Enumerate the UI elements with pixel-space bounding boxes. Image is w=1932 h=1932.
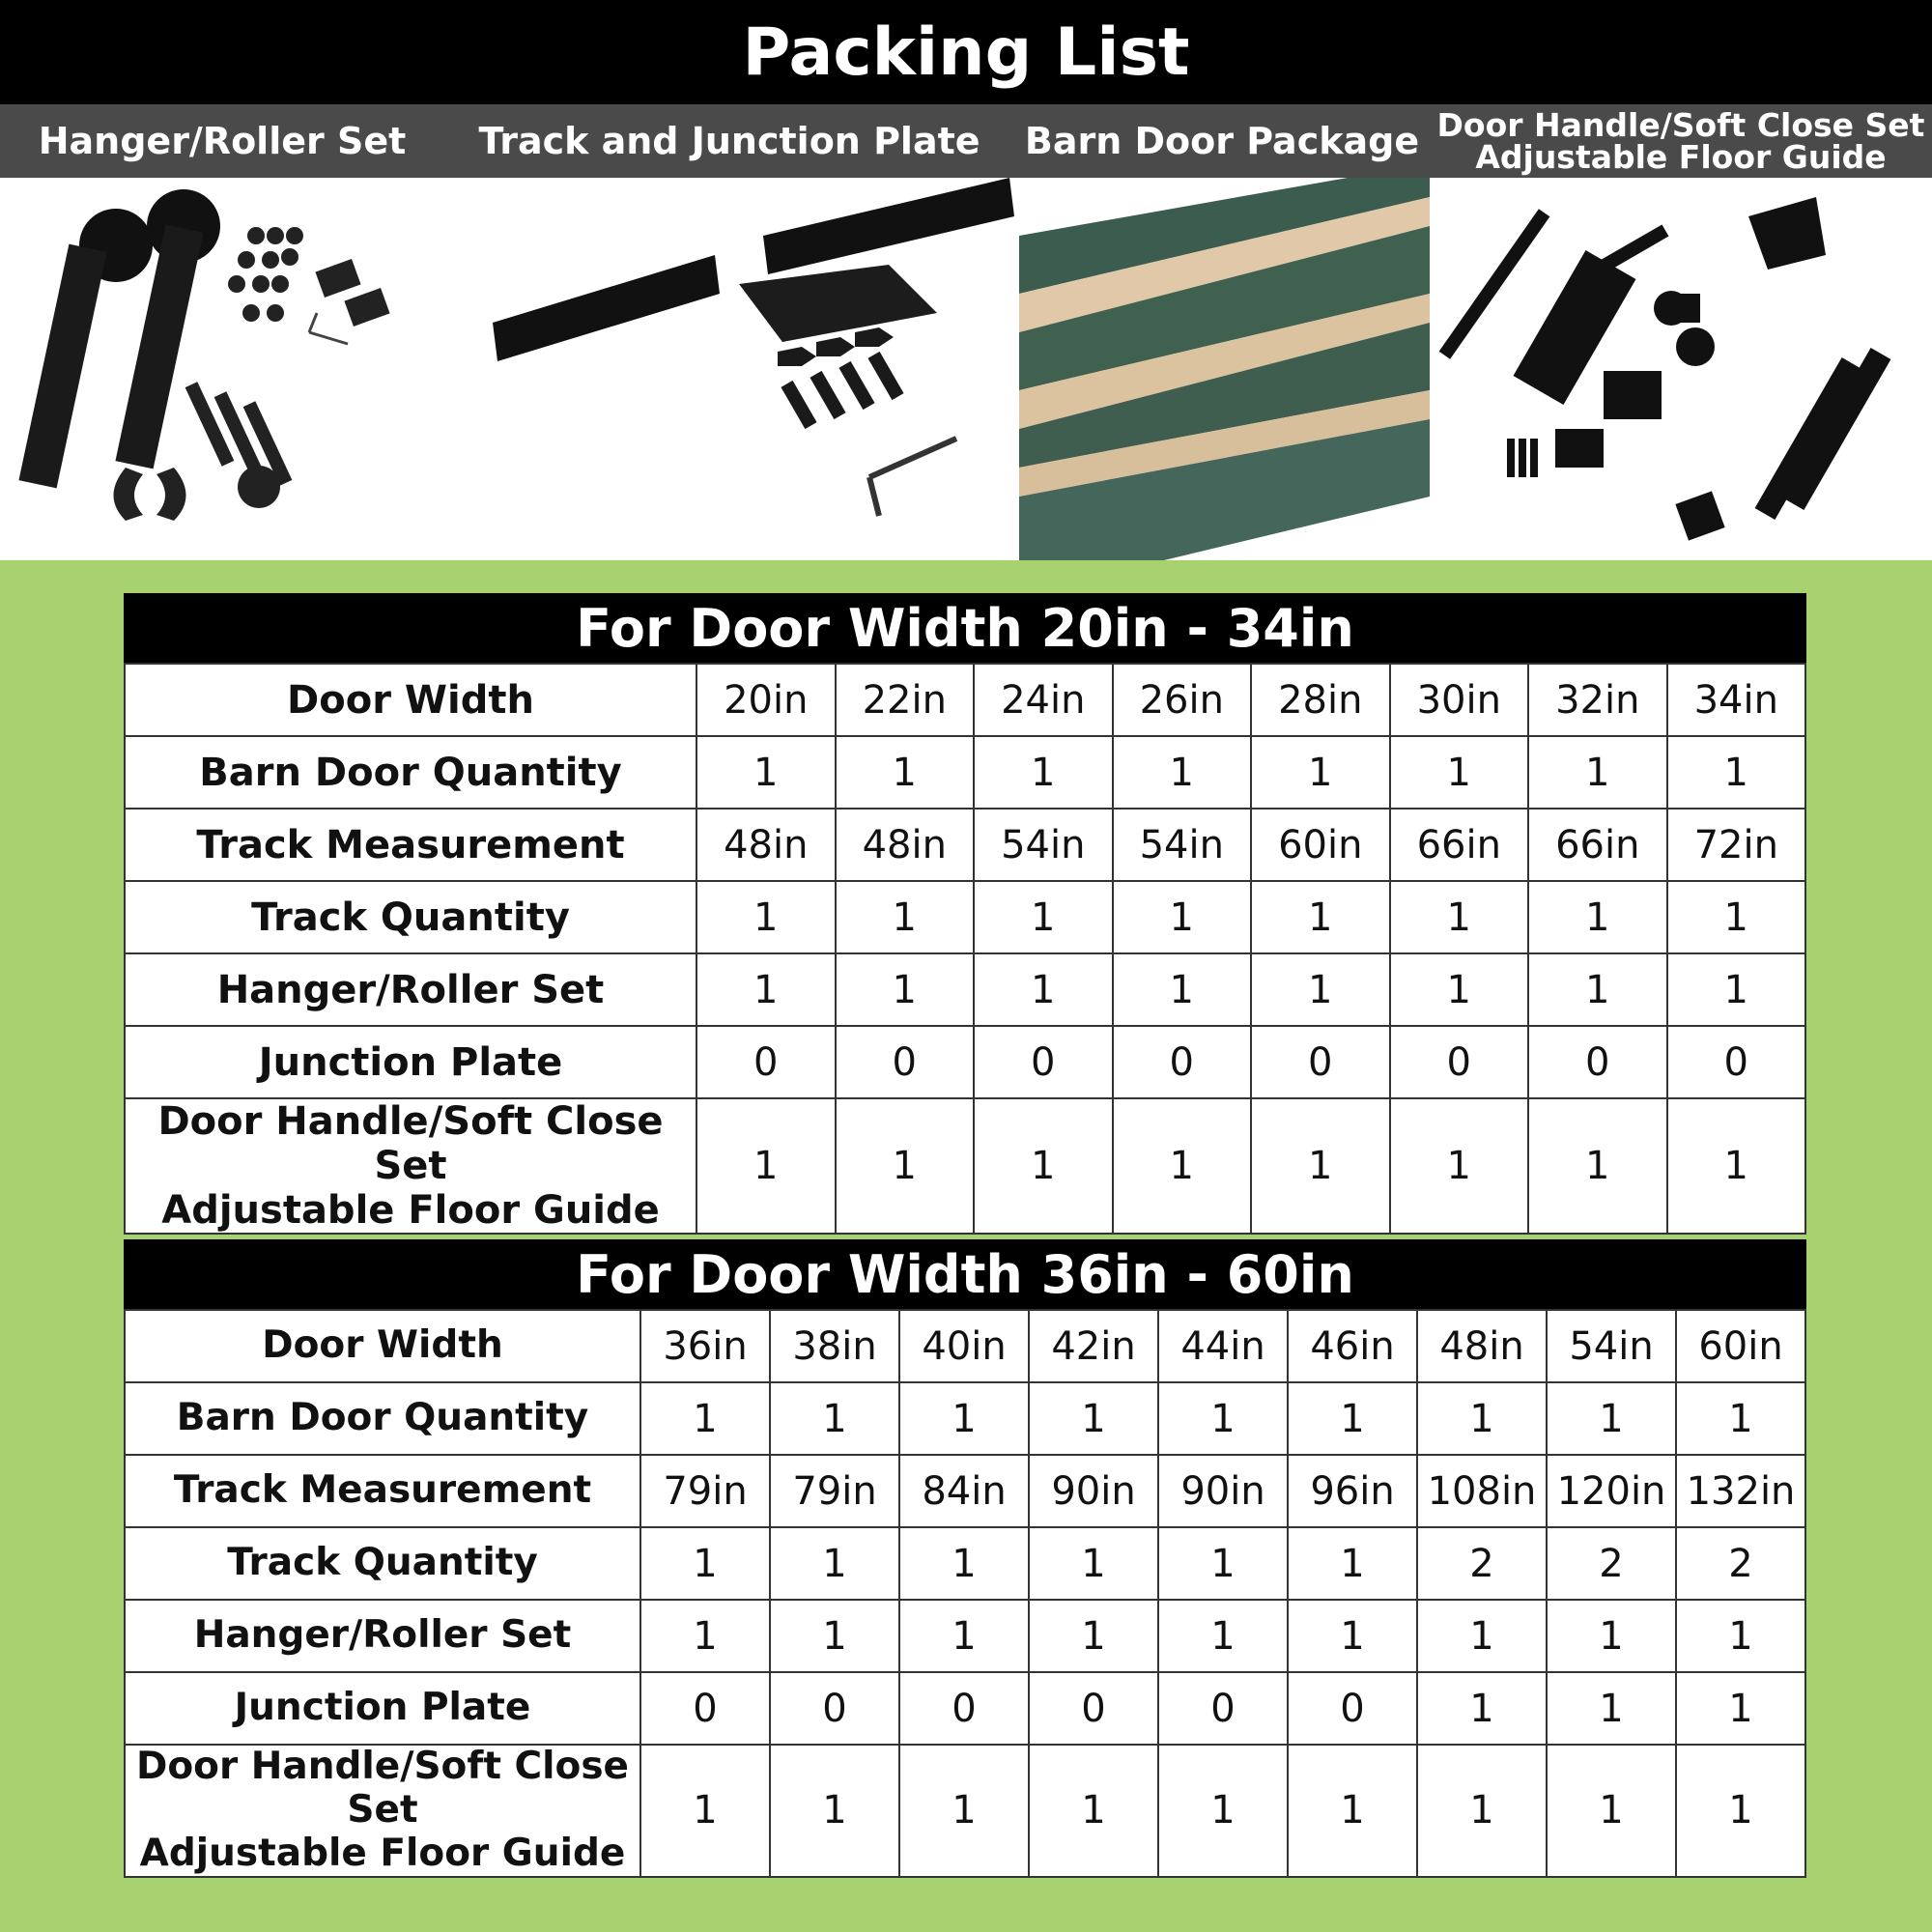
table-cell: 132in <box>1676 1455 1805 1527</box>
table-row <box>125 1382 1805 1455</box>
table-cell: 0 <box>770 1672 899 1745</box>
table-cell: 42in <box>1029 1310 1158 1382</box>
table-row <box>125 1745 1805 1877</box>
table-row <box>125 953 1805 1026</box>
table-cell: 90in <box>1158 1455 1288 1527</box>
table-cell: 1 <box>974 953 1113 1026</box>
track-junction-photo <box>483 178 1019 560</box>
table-cell: 1 <box>1251 953 1390 1026</box>
table-cell: 1 <box>640 1600 770 1672</box>
row-label-line: Adjustable Floor Guide <box>139 1831 626 1875</box>
row-label: Track Measurement <box>125 1455 640 1527</box>
category-track-junction-plate: Track and Junction Plate <box>478 120 980 162</box>
packing-table <box>124 1309 1806 1878</box>
table-cell: 28in <box>1251 664 1390 736</box>
table-cell: 1 <box>1667 953 1806 1026</box>
table-cell: 1 <box>1288 1527 1417 1600</box>
table-cell: 1 <box>1029 1745 1158 1877</box>
table-cell: 1 <box>1547 1600 1676 1672</box>
table-cell: 48in <box>836 809 975 881</box>
table-cell: 72in <box>1667 809 1806 881</box>
table-cell: 1 <box>770 1382 899 1455</box>
table-row <box>125 664 1805 736</box>
table-cell: 0 <box>1528 1026 1667 1098</box>
table-cell: 1 <box>696 881 836 953</box>
category-handle-label: Door Handle/Soft Close Set <box>1436 106 1925 144</box>
table-cell: 1 <box>1390 736 1529 809</box>
table-cell: 1 <box>1113 1098 1252 1234</box>
table-cell: 36in <box>640 1310 770 1382</box>
table-cell: 0 <box>1251 1026 1390 1098</box>
table-cell: 0 <box>1158 1672 1288 1745</box>
barn-door-package-photo <box>1019 178 1430 560</box>
table-cell: 1 <box>836 953 975 1026</box>
table-cell: 1 <box>640 1382 770 1455</box>
table-20-34 <box>124 593 1806 1235</box>
table-cell: 1 <box>974 736 1113 809</box>
table-cell: 22in <box>836 664 975 736</box>
category-floor-guide-label: Adjustable Floor Guide <box>1475 138 1887 176</box>
table-row <box>125 736 1805 809</box>
product-photos <box>0 178 1932 560</box>
table-cell: 1 <box>1667 736 1806 809</box>
table-cell: 1 <box>770 1745 899 1877</box>
table-cell: 0 <box>1288 1672 1417 1745</box>
row-label: Track Measurement <box>125 809 696 881</box>
table-cell: 1 <box>974 1098 1113 1234</box>
table-cell: 1 <box>696 1098 836 1234</box>
table-cell: 1 <box>696 953 836 1026</box>
table-row <box>125 1527 1805 1600</box>
table-cell: 1 <box>640 1527 770 1600</box>
table-row <box>125 1026 1805 1098</box>
row-label: Barn Door Quantity <box>125 736 696 809</box>
row-label: Junction Plate <box>125 1672 640 1745</box>
table-cell: 1 <box>1251 881 1390 953</box>
table-cell: 1 <box>899 1382 1029 1455</box>
page-title: Packing List <box>0 0 1932 104</box>
table-row <box>125 1672 1805 1745</box>
table-cell: 48in <box>1417 1310 1547 1382</box>
row-label: Hanger/Roller Set <box>125 953 696 1026</box>
table-cell: 1 <box>1113 953 1252 1026</box>
table-heading: For Door Width 36in - 60in <box>124 1239 1806 1309</box>
table-cell: 2 <box>1547 1527 1676 1600</box>
table-row <box>125 809 1805 881</box>
table-cell: 38in <box>770 1310 899 1382</box>
table-cell: 1 <box>1417 1382 1547 1455</box>
table-cell: 1 <box>1158 1382 1288 1455</box>
table-cell: 1 <box>1528 1098 1667 1234</box>
table-cell: 2 <box>1417 1527 1547 1600</box>
row-label <box>125 1098 696 1234</box>
table-heading: For Door Width 20in - 34in <box>124 593 1806 663</box>
table-row <box>125 881 1805 953</box>
table-cell: 1 <box>1528 953 1667 1026</box>
table-cell: 1 <box>899 1527 1029 1600</box>
table-cell: 1 <box>1676 1745 1805 1877</box>
table-cell: 0 <box>696 1026 836 1098</box>
table-cell: 20in <box>696 664 836 736</box>
table-cell: 0 <box>899 1672 1029 1745</box>
table-cell: 1 <box>1547 1745 1676 1877</box>
row-label-line: Adjustable Floor Guide <box>161 1188 660 1233</box>
table-cell: 0 <box>640 1672 770 1745</box>
table-cell: 66in <box>1528 809 1667 881</box>
table-cell: 1 <box>1528 736 1667 809</box>
table-cell: 1 <box>1288 1600 1417 1672</box>
table-cell: 0 <box>1029 1672 1158 1745</box>
table-cell: 96in <box>1288 1455 1417 1527</box>
packing-table <box>124 663 1806 1235</box>
table-cell: 0 <box>1667 1026 1806 1098</box>
table-cell: 1 <box>974 881 1113 953</box>
row-label: Track Quantity <box>125 881 696 953</box>
table-cell: 1 <box>1676 1672 1805 1745</box>
category-bar <box>0 104 1932 178</box>
table-cell: 1 <box>1667 1098 1806 1234</box>
table-cell: 54in <box>974 809 1113 881</box>
table-cell: 90in <box>1029 1455 1158 1527</box>
table-cell: 0 <box>1113 1026 1252 1098</box>
row-label-line: Door Handle/Soft Close Set <box>157 1099 664 1188</box>
table-row <box>125 1600 1805 1672</box>
table-cell: 79in <box>640 1455 770 1527</box>
table-cell: 1 <box>1113 736 1252 809</box>
table-cell: 1 <box>1158 1527 1288 1600</box>
table-cell: 1 <box>1029 1382 1158 1455</box>
table-cell: 0 <box>836 1026 975 1098</box>
table-cell: 0 <box>1390 1026 1529 1098</box>
table-cell: 1 <box>1158 1600 1288 1672</box>
table-cell: 1 <box>1417 1672 1547 1745</box>
table-cell: 48in <box>696 809 836 881</box>
table-cell: 1 <box>899 1600 1029 1672</box>
table-cell: 84in <box>899 1455 1029 1527</box>
category-barn-door-package: Barn Door Package <box>1024 120 1420 162</box>
table-cell: 44in <box>1158 1310 1288 1382</box>
table-cell: 1 <box>1417 1600 1547 1672</box>
table-cell: 1 <box>1667 881 1806 953</box>
table-cell: 0 <box>974 1026 1113 1098</box>
table-cell: 30in <box>1390 664 1529 736</box>
row-label: Door Width <box>125 664 696 736</box>
table-cell: 1 <box>1288 1382 1417 1455</box>
table-cell: 1 <box>1029 1527 1158 1600</box>
table-cell: 1 <box>836 881 975 953</box>
table-cell: 60in <box>1676 1310 1805 1382</box>
row-label: Hanger/Roller Set <box>125 1600 640 1672</box>
table-cell: 1 <box>1547 1672 1676 1745</box>
table-cell: 1 <box>770 1527 899 1600</box>
table-cell: 1 <box>1547 1382 1676 1455</box>
row-label <box>125 1745 640 1877</box>
table-cell: 40in <box>899 1310 1029 1382</box>
table-cell: 120in <box>1547 1455 1676 1527</box>
table-cell: 108in <box>1417 1455 1547 1527</box>
category-handle-floor-guide <box>1430 104 1932 178</box>
table-cell: 1 <box>640 1745 770 1877</box>
table-cell: 1 <box>770 1600 899 1672</box>
table-cell: 1 <box>1676 1600 1805 1672</box>
table-cell: 26in <box>1113 664 1252 736</box>
table-cell: 54in <box>1113 809 1252 881</box>
table-row <box>125 1455 1805 1527</box>
table-cell: 1 <box>899 1745 1029 1877</box>
category-hanger-roller-set: Hanger/Roller Set <box>38 120 407 162</box>
table-cell: 1 <box>1417 1745 1547 1877</box>
hanger-roller-photo <box>0 178 483 560</box>
table-cell: 1 <box>1251 736 1390 809</box>
table-row <box>125 1310 1805 1382</box>
table-cell: 1 <box>836 736 975 809</box>
table-cell: 1 <box>836 1098 975 1234</box>
table-cell: 1 <box>1158 1745 1288 1877</box>
table-cell: 1 <box>1528 881 1667 953</box>
table-cell: 46in <box>1288 1310 1417 1382</box>
table-cell: 66in <box>1390 809 1529 881</box>
row-label: Junction Plate <box>125 1026 696 1098</box>
table-cell: 2 <box>1676 1527 1805 1600</box>
table-cell: 24in <box>974 664 1113 736</box>
table-cell: 1 <box>1113 881 1252 953</box>
table-cell: 1 <box>696 736 836 809</box>
table-cell: 1 <box>1390 881 1529 953</box>
table-36-60 <box>124 1239 1806 1878</box>
table-cell: 79in <box>770 1455 899 1527</box>
table-row <box>125 1098 1805 1234</box>
table-cell: 1 <box>1288 1745 1417 1877</box>
handle-floor-guide-photo <box>1430 178 1932 560</box>
row-label: Door Width <box>125 1310 640 1382</box>
row-label-line: Door Handle/Soft Close Set <box>136 1745 629 1832</box>
table-cell: 60in <box>1251 809 1390 881</box>
table-cell: 34in <box>1667 664 1806 736</box>
table-cell: 32in <box>1528 664 1667 736</box>
table-cell: 54in <box>1547 1310 1676 1382</box>
row-label: Barn Door Quantity <box>125 1382 640 1455</box>
table-cell: 1 <box>1029 1600 1158 1672</box>
table-cell: 1 <box>1390 953 1529 1026</box>
table-cell: 1 <box>1676 1382 1805 1455</box>
table-cell: 1 <box>1251 1098 1390 1234</box>
table-cell: 1 <box>1390 1098 1529 1234</box>
row-label: Track Quantity <box>125 1527 640 1600</box>
